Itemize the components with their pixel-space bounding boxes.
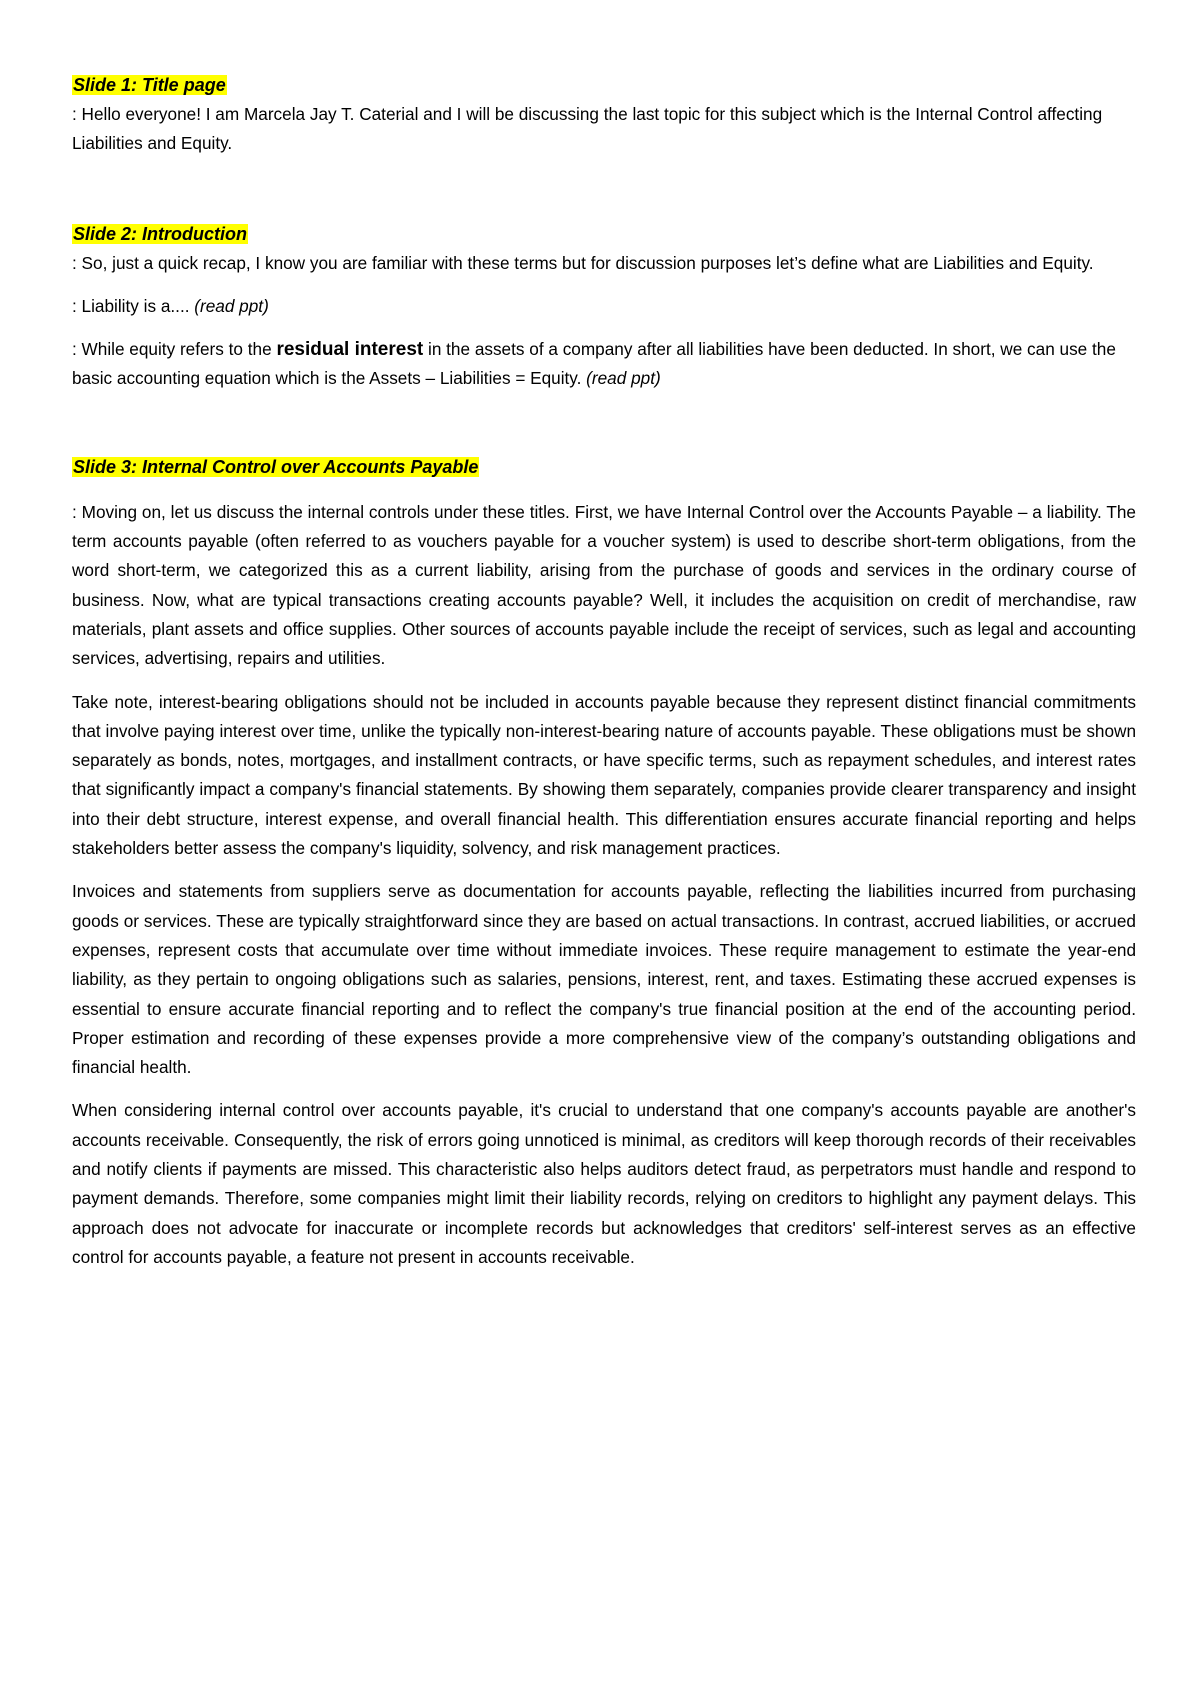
residual-interest-term: residual interest	[276, 339, 424, 361]
slide-3-paragraph: Invoices and statements from suppliers serve as documentation for accounts payable, reflecting the liabilities incurred from purchasing goods or services. These are typically straightforward since they are based on actual transactions. In contrast, accrued liabilities, or accrued expenses, represent costs that accumulate over time without immediate invoices. These require management to estimate the year-end liability, as they pertain to ongoing obligations such as salaries, pensions, interest, rent, and taxes. Estimating these accrued expenses is essential to ensure accurate financial reporting and to reflect the company's true financial position at the end of the accounting period. Proper estimation and recording of these expenses provide a more comprehensive view of the company’s outstanding obligations and financial health.	[72, 881, 1136, 1078]
slide-3-paragraph: Take note, interest-bearing obligations should not be included in accounts payable because they represent distinct financial commitments that involve paying interest over time, unlike the typically non-interest-bearing nature of accounts payable. These obligations must be shown separately as bonds, notes, mortgages, and installment contracts, or have specific terms, such as repayment schedules, and interest rates that significantly impact a company's financial statements. By showing them separately, companies provide clearer transparency and insight into their debt structure, interest expense, and overall financial health. This differentiation ensures accurate financial reporting and helps stakeholders better assess the company's liquidity, solvency, and risk management practices.	[72, 691, 1136, 859]
slide-2-equity: : While equity refers to the residual interest in the assets of a company after all liabilities have been deducted. In short, we can use the basic accounting equation which is the Assets – Liabilities = Equity. (read ppt)	[72, 339, 1116, 389]
slide-3-paragraph: When considering internal control over accounts payable, it's crucial to understand that one company's accounts payable are another's accounts receivable. Consequently, the risk of errors going unnoticed is minimal, as creditors will keep thorough records of their receivables and notify clients if payments are missed. This characteristic also helps auditors detect fraud, as perpetrators must handle and respond to payment demands. Therefore, some companies might limit their liability records, relying on creditors to highlight any payment delays. This approach does not advocate for inaccurate or incomplete records but acknowledges that creditors' self-interest serves as an effective control for accounts payable, a feature not present in accounts receivable.	[72, 1100, 1136, 1267]
slide-2-section	[72, 219, 1136, 394]
slide-1-intro: : Hello everyone! I am Marcela Jay T. Caterial and I will be discussing the last topic for this subject which is the Internal Control affecting Liabilities and Equity.	[72, 104, 1103, 154]
document-page	[72, 70, 1136, 1272]
slide-2-heading: Slide 2: Introduction	[73, 223, 247, 244]
slide-1-heading: Slide 1: Title page	[73, 75, 226, 95]
slide-2-liability: : Liability is a.... (read ppt)	[72, 295, 269, 316]
slide-3-heading: Slide 3: Internal Control over Accounts Payable	[73, 456, 479, 477]
slide-3-paragraph: : Moving on, let us discuss the internal controls under these titles. First, we have Internal Control over the Accounts Payable – a liability. The term accounts payable (often referred to as vouchers payable for a voucher system) is used to describe short-term obligations, from the word short-term, we categorized this as a current liability, arising from the purchase of goods and services in the ordinary course of business. Now, what are typical transactions creating accounts payable? Well, it includes the acquisition on credit of merchandise, raw materials, plant assets and office supplies. Other sources of accounts payable include the receipt of services, such as legal and accounting services, advertising, repairs and utilities.	[72, 501, 1136, 669]
slide-3-section	[72, 452, 1136, 1272]
slide-1-section	[72, 70, 1136, 159]
slide-2-recap: : So, just a quick recap, I know you are familiar with these terms but for discussion purposes let’s define what are Liabilities and Equity.	[72, 252, 1094, 273]
